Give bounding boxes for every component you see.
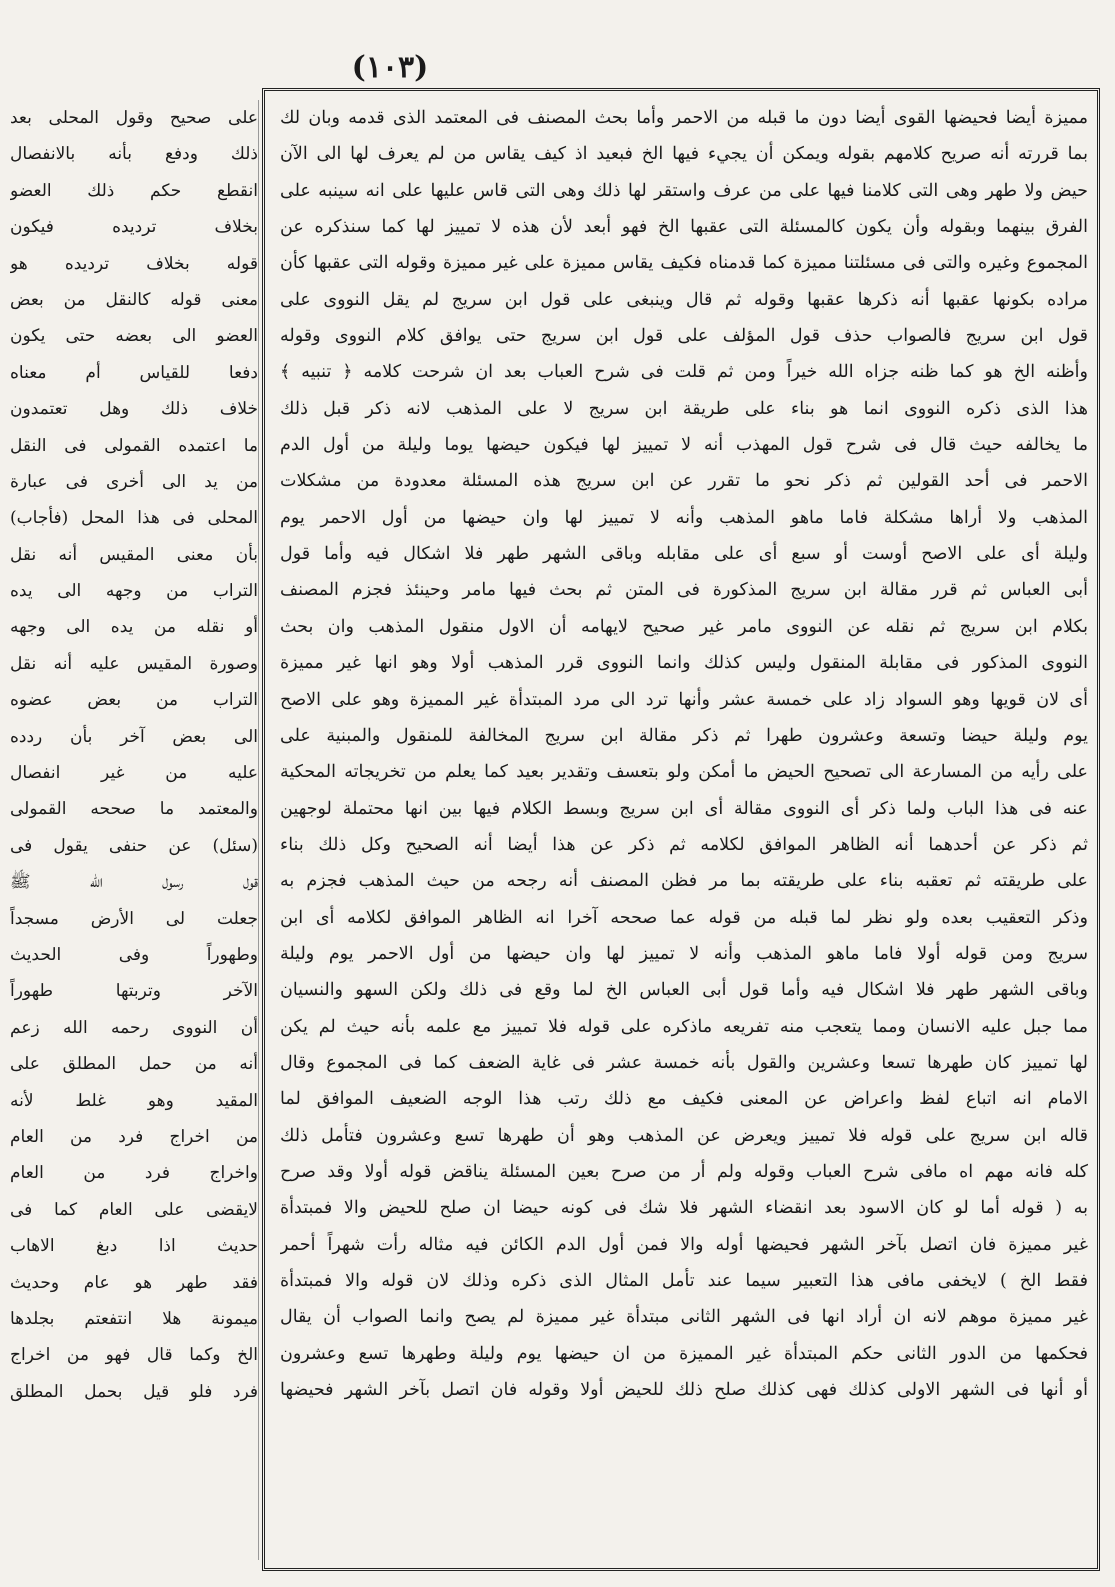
margin-text-line: بخلاف ترديده فيكون [10, 217, 258, 238]
main-text-line: بكلام ابن سريج ثم نقله عن النووى مامر غير صحيح لايهامه أن الاول منقول المذهب وان بحث [280, 616, 1088, 637]
margin-text-line: دفعا للقياس أم معناه [10, 362, 258, 383]
margin-commentary-block [10, 100, 258, 1560]
main-text-line: لها تمييز كان طهرها تسعا وعشرين والقول بأنه خمسة عشر فى غاية الضعف كما فى المجموع وقال [280, 1052, 1088, 1073]
margin-text-line: معنى قوله كالنقل من بعض [10, 289, 258, 310]
main-text-line: بما قررته أنه صريح كلامهم بقوله ويمكن أن يجيء فيها الخ فبعيد اذ كيف يقاس من لم يعرف لها الى الآن [280, 144, 1088, 165]
margin-text-line: المحلى فى هذا المحل (فأجاب) [10, 508, 258, 529]
margin-text-line: أن النووى رحمه الله زعم [10, 1017, 258, 1038]
main-text-line: قول ابن سريج فالصواب حذف قول المؤلف على قول ابن سريج حتى يوافق كلام النووى وقوله [280, 326, 1088, 347]
main-text-line: كله فانه مهم اه مافى شرح العباب وقوله ولم أر من صرح بعين المسئلة يناقض قوله أولا وقد صرح [280, 1161, 1088, 1182]
main-text-line: وذكر التعقيب بعده ولو نظر لما قبله من قوله عما صححه آخرا انه الظاهر الموافق لكلامه أى ابن [280, 907, 1088, 928]
main-text-line: غير مميزة موهم لانه ان أراد انها فى الشهر الثانى مبتدأة غير مميزة لم يصح وانما الصواب أن يقال [280, 1307, 1088, 1328]
main-text-line: على طريقته ثم تعقبه بناء على طريقته بما مر فظن المصنف أنه رجحه من حيث المذهب فجزم به [280, 871, 1088, 892]
margin-text-line: من اخراج فرد من العام [10, 1126, 258, 1147]
main-text-block [280, 100, 1088, 1556]
main-text-line: قاله ابن سريج على قوله فلا تمييز ويعرض عن المذهب وهو أن طهرها تسع وعشرون فتأمل ذلك [280, 1125, 1088, 1146]
margin-text-line: التراب من وجهه الى يده [10, 581, 258, 602]
margin-text-line: بأن معنى المقيس أنه نقل [10, 544, 258, 565]
margin-text-line: خلاف ذلك وهل تعتمدون [10, 399, 258, 420]
margin-text-line: من يد الى أخرى فى عبارة [10, 471, 258, 492]
margin-text-line: والمعتمد ما صححه القمولى [10, 799, 258, 820]
margin-text-line: فرد فلو قيل بحمل المطلق [10, 1381, 258, 1402]
margin-text-line: لايقضى على العام كما فى [10, 1199, 258, 1220]
main-text-line: سريج ومن قوله أولا فاما ماهو المذهب وأنه لا تمييز لها وان حيضها من أول الاحمر يوم وليلة [280, 943, 1088, 964]
main-text-line: حيض ولا طهر وهى التى كلامنا فيها على من عرف واستقر لها ذلك وهى التى قاس عليها على انه سينبه على [280, 180, 1088, 201]
main-text-line: فحكمها من الدور الثانى حكم المبتدأة غير المميزة من ان حيضها يوم وليلة وطهرها تسع وعشرون [280, 1343, 1088, 1364]
margin-text-line: ميمونة هلا انتفعتم بجلدها [10, 1308, 258, 1329]
margin-text-line: التراب من بعض عضوه [10, 690, 258, 711]
main-text-line: وباقى الشهر طهر فلا اشكال فيه وأما قول أبى العباس الخ لما وقع فى ذلك ولكن السهو والنسيان [280, 980, 1088, 1001]
main-text-line: ثم ذكر عن أحدهما أنه الظاهر الموافق لكلامه ثم ذكر عن هذا أيضا أنه الصحيح وكل ذلك بناء [280, 834, 1088, 855]
margin-text-line: ما اعتمده القمولى فى النقل [10, 435, 258, 456]
margin-text-line: أو نقله من يده الى وجهه [10, 617, 258, 638]
main-text-line: يوم وليلة حيضا وتسعة وعشرون طهرا ثم ذكر مقالة ابن سريج المخالفة للمنقول والمبنية على [280, 725, 1088, 746]
main-text-line: الفرق بينهما وبقوله وأن يكون كالمسئلة التى عقبها الخ فهو أبعد لأن هذه لا تمييز لها كما سنذكره عن [280, 217, 1088, 238]
main-text-line: أو أنها فى الشهر الاولى كذلك فهى كذلك صلح ذلك للحيض أولا وقوله فان اتصل بآخر الشهر فحيضها [280, 1380, 1088, 1401]
margin-text-line: (سئل) عن حنفى يقول فى [10, 835, 258, 856]
main-text-line: مراده بكونها عقبها أنه ذكرها عقبها وقوله ثم قال وينبغى على قول ابن سريج لم يقل النووى على [280, 289, 1088, 310]
margin-text-line: جعلت لى الأرض مسجداً [10, 908, 258, 929]
main-text-line: غير مميزة فان اتصل بآخر الشهر فحيضها أوله والا فمن أول الدم الكائن فيه مثاله رأت شهراً أحمر [280, 1234, 1088, 1255]
page-number: (١٠٣) [351, 50, 429, 85]
main-text-line: وليلة أى على الاصح أوست أو سبع أى على مقابله وباقى الشهر طهر فلا اشكال فيه وأما قول [280, 544, 1088, 565]
margin-text-line: على صحيح وقول المحلى بعد [10, 108, 258, 128]
main-text-line: عنه فى هذا الباب ولما ذكر أى النووى مقالة أى ابن سريج وبسط الكلام فيها بين انها محتملة لوجهين [280, 798, 1088, 819]
main-text-line: به ( قوله أما لو كان الاسود بعد انقضاء الشهر فلا شك فى كونه حيضا ان صلح للحيض والا فمبتدأة [280, 1198, 1088, 1219]
margin-text-line: ذلك ودفع بأنه بالانفصال [10, 144, 258, 165]
main-text-line: وأظنه الخ هو كما ظنه جزاه الله خيراً ومن ثم قلت فى شرح العباب بعد ان شرحت كلامه ﴿ تنبيه ﴾ [280, 362, 1088, 383]
margin-text-line: واخراج فرد من العام [10, 1163, 258, 1184]
margin-text-line: العضو الى بعضه حتى يكون [10, 326, 258, 347]
main-text-line: أى لان قويها وهو السواد زاد على خمسة عشر وأنها ترد الى مرد المبتدأة غير المميزة وهو على الاصح [280, 689, 1088, 710]
margin-text-line: قول رسول الله ﷺ [10, 872, 258, 893]
main-text-line: النووى المذكور فى مقابلة المنقول وليس كذلك وانما النووى قرر المذهب أولا وهو انها غير مميزة [280, 653, 1088, 674]
main-text-line: ما يخالفه حيث قال فى شرح قول المهذب أنه لا تمييز لها فيكون حيضها يوما وليلة من أول الدم [280, 435, 1088, 456]
margin-text-line: وصورة المقيس عليه أنه نقل [10, 653, 258, 674]
column-divider [258, 100, 259, 1560]
main-text-line: المجموع وغيره والتى فى مسئلتنا مميزة كما قدمناه فكيف يقاس مميزة على غير مميزة وقوله التى عقبها كأن [280, 253, 1088, 274]
margin-text-line: حديث اذا دبغ الاهاب [10, 1236, 258, 1257]
margin-text-line: الخ وكما قال فهو من اخراج [10, 1345, 258, 1366]
margin-text-line: انقطع حكم ذلك العضو [10, 180, 258, 201]
main-text-line: الامام انه اتباع لفظ واعراض عن المعنى فكيف مع ذلك رتب هذا الوجه الضعيف الموافق لما [280, 1089, 1088, 1110]
main-text-line: الاحمر فى أحد القولين ثم ذكر نحو ما تقرر عن ابن سريج هذه المسئلة معدودة من مشكلات [280, 471, 1088, 492]
margin-text-line: المقيد وهو غلط لأنه [10, 1090, 258, 1111]
main-text-line: أبى العباس ثم قرر مقالة ابن سريج المذكورة فى المتن ثم بحث فيها مامر وحينئذ فجزم المصنف [280, 580, 1088, 601]
margin-text-line: الآخر وتربتها طهوراً [10, 981, 258, 1002]
margin-text-line: عليه من غير انفصال [10, 763, 258, 784]
main-text-line: هذا الذى ذكره النووى انما هو بناء على طريقة ابن سريج لا على المذهب لانه ذكر قبل ذلك [280, 398, 1088, 419]
margin-text-line: أنه من حمل المطلق على [10, 1054, 258, 1075]
margin-text-line: الى بعض آخر بأن ردده [10, 726, 258, 747]
main-text-line: فقط الخ ) لايخفى مافى هذا التعبير سيما عند تأمل المثال الذى ذكره وذلك لان قوله والا فمبتدأة [280, 1271, 1088, 1291]
main-text-line: على رأيه من المسارعة الى تصحيح الحيض ما أمكن ولو بتعسف وتقدير بعيد كما يعلم من تخريجاته المحكية [280, 762, 1088, 783]
main-text-line: مما جبل عليه الانسان ومما يتعجب منه تفريعه ماذكره على قوله فلا تمييز مع علمه بأنه حيث لم يكن [280, 1016, 1088, 1037]
main-text-line: المذهب ولا أراها مشكلة فاما ماهو المذهب وأنه لا تمييز لها وان حيضها من أول الاحمر يوم [280, 507, 1088, 528]
margin-text-line: قوله بخلاف ترديده هو [10, 253, 258, 274]
margin-text-line: فقد طهر هو عام وحديث [10, 1272, 258, 1293]
margin-text-line: وطهوراً وفى الحديث [10, 944, 258, 965]
main-text-line: مميزة أيضا فحيضها القوى أيضا دون ما قبله من الاحمر وأما بحث المصنف فى المعتمد الذى قدمه وبان لك [280, 108, 1088, 128]
